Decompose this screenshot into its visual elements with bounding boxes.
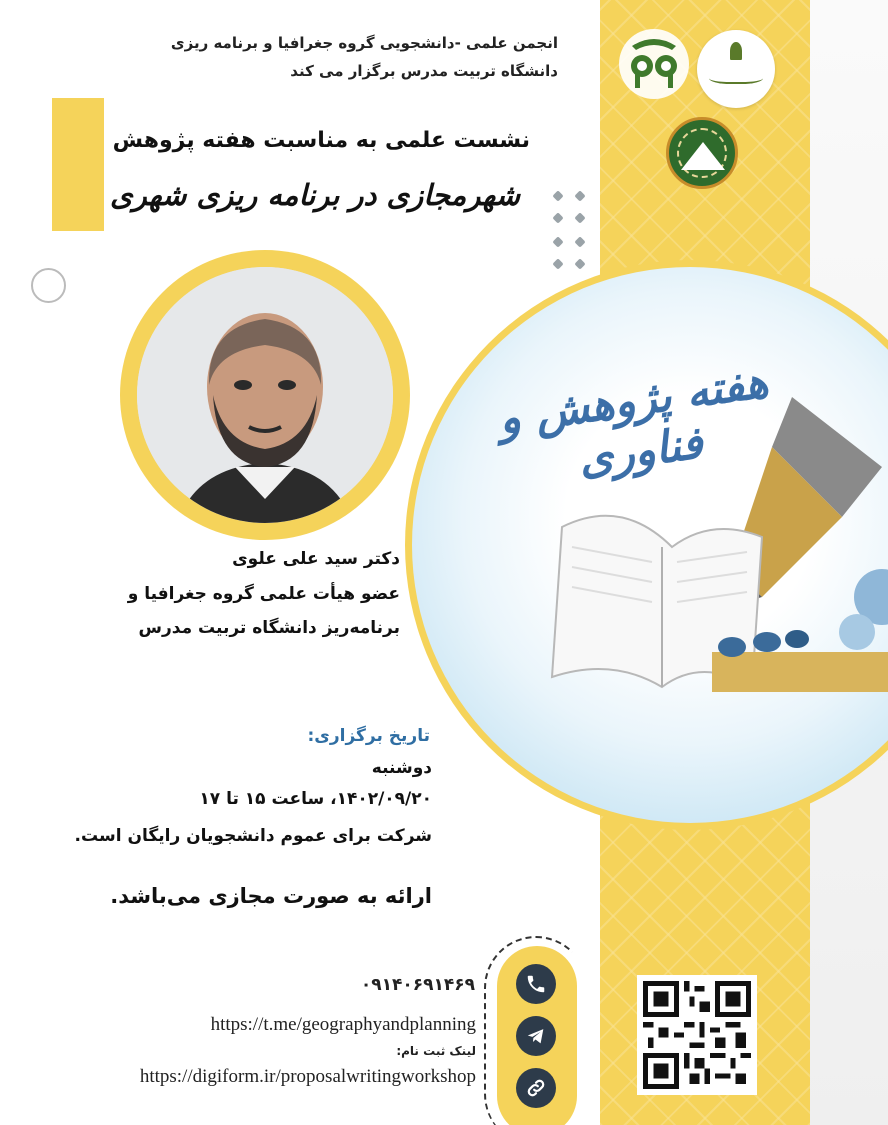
banner-title: هفته پژوهش و فناوری xyxy=(495,356,772,486)
date-label: تاریخ برگزاری: xyxy=(307,726,430,746)
telegram-icon[interactable] xyxy=(516,1016,556,1056)
qr-code[interactable] xyxy=(637,975,757,1095)
decorative-diamonds xyxy=(552,190,588,275)
free-participation-note: شرکت برای عموم دانشجویان رایگان است. xyxy=(74,826,432,846)
phone-icon[interactable] xyxy=(516,964,556,1004)
geography-association-logo xyxy=(666,117,738,189)
association-logo xyxy=(618,28,690,100)
event-datetime: ۱۴۰۲/۰۹/۲۰، ساعت ۱۵ تا ۱۷ xyxy=(199,789,432,809)
telegram-link[interactable]: https://t.me/geographyandplanning xyxy=(210,1014,476,1035)
event-title: نشست علمی به مناسبت هفته پژوهش xyxy=(112,128,530,153)
registration-link[interactable]: https://digiform.ir/proposalwritingworkshop xyxy=(139,1066,476,1087)
contact-phone[interactable]: ۰۹۱۴۰۶۹۱۴۶۹ xyxy=(360,975,475,995)
speaker-role-line-2: برنامه‌ریز دانشگاه تربیت مدرس xyxy=(138,618,400,638)
speaker-photo xyxy=(137,267,393,523)
virtual-delivery-note: ارائه به صورت مجازی می‌باشد. xyxy=(110,884,432,908)
speaker-role-line-1: عضو هیأت علمی گروه جغرافیا و xyxy=(127,584,400,604)
accent-block xyxy=(52,98,104,231)
registration-link-label: لینک ثبت نام: xyxy=(396,1044,476,1058)
event-day: دوشنبه xyxy=(371,758,432,778)
organizer-line-1: انجمن علمی -دانشجویی گروه جغرافیا و برنامه ریزی xyxy=(170,34,558,52)
university-logo xyxy=(697,30,775,108)
organizer-line-2: دانشگاه تربیت مدرس برگزار می کند xyxy=(290,62,558,80)
link-icon[interactable] xyxy=(516,1068,556,1108)
speaker-name: دکتر سید علی علوی xyxy=(232,549,400,569)
decorative-circle xyxy=(31,268,66,303)
event-subtitle: شهرمجازی در برنامه ریزی شهری xyxy=(110,178,520,212)
